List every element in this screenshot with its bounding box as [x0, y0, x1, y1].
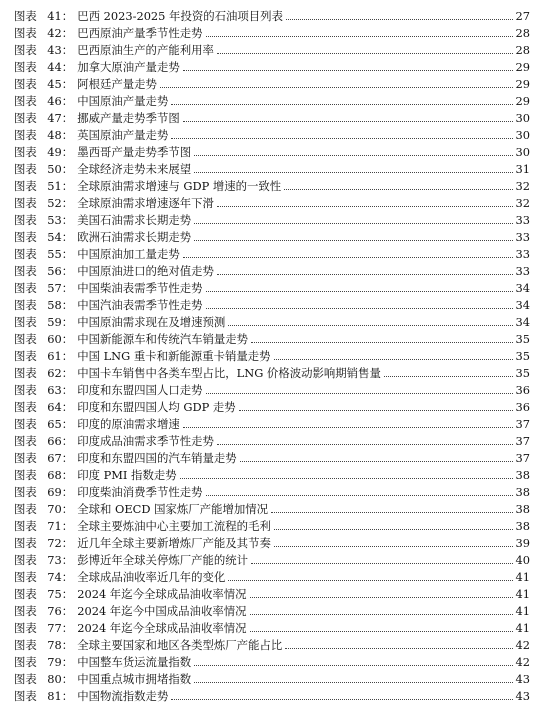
- page-number: 37: [515, 451, 530, 465]
- separator-colon: ：: [61, 247, 74, 261]
- dot-leader: [183, 70, 513, 71]
- figure-number: 44: [47, 60, 62, 74]
- toc-entry[interactable]: [14, 125, 530, 142]
- figure-number: 60: [47, 332, 62, 346]
- toc-entry[interactable]: [14, 652, 530, 669]
- dot-leader: [251, 563, 512, 564]
- page-number: 34: [515, 298, 530, 312]
- figure-title: 加拿大原油产量走势: [77, 60, 180, 74]
- toc-entry[interactable]: [14, 142, 530, 159]
- page-number: 38: [515, 502, 530, 516]
- toc-entry[interactable]: [14, 414, 530, 431]
- figure-label: 图表: [14, 587, 37, 601]
- dot-leader: [217, 444, 513, 445]
- separator-colon: ：: [61, 383, 74, 397]
- figure-number: 59: [47, 315, 62, 329]
- toc-entry[interactable]: [14, 380, 530, 397]
- page-number: 32: [515, 196, 530, 210]
- figure-number: 63: [47, 383, 62, 397]
- figure-number: 61: [47, 349, 62, 363]
- toc-entry[interactable]: [14, 23, 530, 40]
- figure-title: 彭博近年全球关停炼厂产能的统计: [77, 553, 249, 567]
- separator-colon: ：: [61, 366, 74, 380]
- toc-entry[interactable]: [14, 295, 530, 312]
- figure-title: 中国物流指数走势: [77, 689, 169, 703]
- separator-colon: ：: [61, 502, 74, 516]
- page-number: 38: [515, 519, 530, 533]
- separator-colon: ：: [61, 655, 74, 669]
- separator-colon: ：: [61, 434, 74, 448]
- separator-colon: ：: [61, 298, 74, 312]
- figure-number: 58: [47, 298, 62, 312]
- toc-entry[interactable]: [14, 397, 530, 414]
- dot-leader: [194, 665, 512, 666]
- page-number: 41: [515, 570, 530, 584]
- figure-title: 巴西 2023-2025 年投资的石油项目列表: [77, 9, 283, 23]
- figure-number: 45: [47, 77, 62, 91]
- toc-entry[interactable]: [14, 227, 530, 244]
- toc-entry[interactable]: [14, 431, 530, 448]
- page-number: 29: [515, 60, 530, 74]
- page-number: 28: [515, 26, 530, 40]
- separator-colon: ：: [61, 43, 74, 57]
- figure-number: 41: [47, 9, 62, 23]
- figure-title: 挪威产量走势季节图: [77, 111, 180, 125]
- figure-label: 图表: [14, 519, 37, 533]
- page-number: 37: [515, 417, 530, 431]
- separator-colon: ：: [61, 553, 74, 567]
- page-number: 41: [515, 621, 530, 635]
- toc-entry[interactable]: [14, 516, 530, 533]
- dot-leader: [274, 546, 513, 547]
- figure-number: 47: [47, 111, 62, 125]
- figure-title: 英国原油产量走势: [77, 128, 169, 142]
- toc-entry[interactable]: [14, 635, 530, 652]
- dot-leader: [274, 359, 513, 360]
- dot-leader: [194, 155, 512, 156]
- dot-leader: [183, 427, 513, 428]
- separator-colon: ：: [61, 604, 74, 618]
- page-number: 40: [515, 553, 530, 567]
- page-number: 32: [515, 179, 530, 193]
- figure-number: 49: [47, 145, 62, 159]
- dot-leader: [206, 495, 513, 496]
- toc-entry[interactable]: [14, 669, 530, 686]
- toc-entry[interactable]: [14, 329, 530, 346]
- figure-label: 图表: [14, 111, 37, 125]
- separator-colon: ：: [61, 587, 74, 601]
- figure-number: 56: [47, 264, 62, 278]
- separator-colon: ：: [61, 451, 74, 465]
- figure-number: 68: [47, 468, 62, 482]
- page-number: 35: [515, 366, 530, 380]
- figure-title: 阿根廷产量走势: [77, 77, 157, 91]
- figure-number: 72: [47, 536, 62, 550]
- separator-colon: ：: [61, 621, 74, 635]
- page-number: 33: [515, 230, 530, 244]
- figure-label: 图表: [14, 570, 37, 584]
- page-number: 29: [515, 94, 530, 108]
- toc-entry[interactable]: [14, 91, 530, 108]
- toc-entry[interactable]: [14, 686, 530, 703]
- separator-colon: ：: [61, 468, 74, 482]
- figure-label: 图表: [14, 128, 37, 142]
- figure-label: 图表: [14, 281, 37, 295]
- figure-title: 印度的原油需求增速: [77, 417, 180, 431]
- figure-title: 2024 年迄今全球成品油收率情况: [77, 621, 247, 635]
- separator-colon: ：: [61, 94, 74, 108]
- dot-leader: [206, 308, 513, 309]
- toc-entry[interactable]: [14, 159, 530, 176]
- toc-entry[interactable]: [14, 74, 530, 91]
- toc-entry[interactable]: [14, 6, 530, 23]
- toc-entry[interactable]: [14, 346, 530, 363]
- dot-leader: [206, 36, 513, 37]
- separator-colon: ：: [61, 145, 74, 159]
- figure-label: 图表: [14, 247, 37, 261]
- figure-label: 图表: [14, 689, 37, 703]
- dot-leader: [180, 478, 513, 479]
- toc-entry[interactable]: [14, 499, 530, 516]
- page-number: 41: [515, 587, 530, 601]
- figure-label: 图表: [14, 264, 37, 278]
- page-number: 30: [515, 145, 530, 159]
- figure-number: 77: [47, 621, 62, 635]
- page-number: 42: [515, 638, 530, 652]
- figure-number: 53: [47, 213, 62, 227]
- figure-label: 图表: [14, 332, 37, 346]
- page-number: 33: [515, 264, 530, 278]
- figure-label: 图表: [14, 26, 37, 40]
- toc-entry[interactable]: [14, 193, 530, 210]
- page-number: 33: [515, 247, 530, 261]
- toc-entry[interactable]: [14, 533, 530, 550]
- page-number: 38: [515, 485, 530, 499]
- figure-title: 中国汽油表需季节性走势: [77, 298, 203, 312]
- page-number: 27: [515, 9, 530, 23]
- separator-colon: ：: [61, 485, 74, 499]
- dot-leader: [160, 87, 513, 88]
- toc-entry[interactable]: [14, 244, 530, 261]
- separator-colon: ：: [61, 315, 74, 329]
- page-number: 30: [515, 128, 530, 142]
- toc-entry[interactable]: [14, 261, 530, 278]
- figure-label: 图表: [14, 485, 37, 499]
- figure-number: 78: [47, 638, 62, 652]
- page-number: 36: [515, 383, 530, 397]
- figure-title: 巴西原油生产的产能利用率: [77, 43, 214, 57]
- figure-label: 图表: [14, 468, 37, 482]
- separator-colon: ：: [61, 638, 74, 652]
- figure-number: 69: [47, 485, 62, 499]
- separator-colon: ：: [61, 570, 74, 584]
- page-number: 41: [515, 604, 530, 618]
- figure-number: 70: [47, 502, 62, 516]
- figure-label: 图表: [14, 604, 37, 618]
- separator-colon: ：: [61, 196, 74, 210]
- separator-colon: ：: [61, 519, 74, 533]
- figure-number: 42: [47, 26, 62, 40]
- figure-title: 2024 年迄今中国成品油收率情况: [77, 604, 247, 618]
- figure-label: 图表: [14, 60, 37, 74]
- separator-colon: ：: [61, 536, 74, 550]
- figure-title: 全球原油需求增速逐年下滑: [77, 196, 214, 210]
- separator-colon: ：: [61, 9, 74, 23]
- figure-title: 欧洲石油需求长期走势: [77, 230, 192, 244]
- figure-number: 65: [47, 417, 62, 431]
- toc-entry[interactable]: [14, 40, 530, 57]
- page-number: 34: [515, 281, 530, 295]
- figure-label: 图表: [14, 77, 37, 91]
- figure-title: 印度和东盟四国人均 GDP 走势: [77, 400, 236, 414]
- dot-leader: [228, 580, 512, 581]
- page-number: 37: [515, 434, 530, 448]
- figure-label: 图表: [14, 553, 37, 567]
- toc-entry[interactable]: [14, 57, 530, 74]
- figure-number: 74: [47, 570, 62, 584]
- figure-title: 全球主要国家和地区各类型炼厂产能占比: [77, 638, 283, 652]
- figure-title: 中国原油进口的绝对值走势: [77, 264, 214, 278]
- figure-label: 图表: [14, 434, 37, 448]
- dot-leader: [194, 172, 512, 173]
- page-number: 38: [515, 468, 530, 482]
- page-number: 28: [515, 43, 530, 57]
- figure-title: 美国石油需求长期走势: [77, 213, 192, 227]
- figure-number: 73: [47, 553, 62, 567]
- figure-label: 图表: [14, 298, 37, 312]
- page-number: 42: [515, 655, 530, 669]
- figure-label: 图表: [14, 451, 37, 465]
- figure-title: 墨西哥产量走势季节图: [77, 145, 192, 159]
- figure-label: 图表: [14, 213, 37, 227]
- figure-label: 图表: [14, 366, 37, 380]
- figure-number: 75: [47, 587, 62, 601]
- separator-colon: ：: [61, 417, 74, 431]
- dot-leader: [251, 342, 512, 343]
- dot-leader: [250, 597, 513, 598]
- figure-title: 印度成品油需求季节性走势: [77, 434, 214, 448]
- separator-colon: ：: [61, 179, 74, 193]
- toc-entry[interactable]: [14, 278, 530, 295]
- figure-label: 图表: [14, 417, 37, 431]
- figure-number: 64: [47, 400, 62, 414]
- figure-label: 图表: [14, 230, 37, 244]
- figure-number: 79: [47, 655, 62, 669]
- figure-number: 52: [47, 196, 62, 210]
- figure-label: 图表: [14, 315, 37, 329]
- figure-title: 印度和东盟四国的汽车销量走势: [77, 451, 237, 465]
- figure-label: 图表: [14, 162, 37, 176]
- figure-title: 全球经济走势未来展望: [77, 162, 192, 176]
- dot-leader: [217, 206, 513, 207]
- figure-label: 图表: [14, 655, 37, 669]
- toc-entry[interactable]: [14, 210, 530, 227]
- figure-label: 图表: [14, 638, 37, 652]
- dot-leader: [194, 682, 512, 683]
- dot-leader: [285, 648, 512, 649]
- separator-colon: ：: [61, 400, 74, 414]
- figure-title: 巴西原油产量季节性走势: [77, 26, 203, 40]
- dot-leader: [274, 529, 513, 530]
- toc-entry[interactable]: [14, 363, 530, 380]
- figure-number: 51: [47, 179, 62, 193]
- figure-label: 图表: [14, 196, 37, 210]
- toc-entry[interactable]: [14, 312, 530, 329]
- page-number: 33: [515, 213, 530, 227]
- figure-label: 图表: [14, 536, 37, 550]
- separator-colon: ：: [61, 162, 74, 176]
- figure-label: 图表: [14, 145, 37, 159]
- figure-number: 50: [47, 162, 62, 176]
- figure-title: 2024 年迄今全球成品油收率情况: [77, 587, 247, 601]
- separator-colon: ：: [61, 281, 74, 295]
- figure-title: 近几年全球主要新增炼厂产能及其节奏: [77, 536, 271, 550]
- separator-colon: ：: [61, 128, 74, 142]
- separator-colon: ：: [61, 349, 74, 363]
- figure-number: 57: [47, 281, 62, 295]
- figure-number: 81: [47, 689, 62, 703]
- dot-leader: [206, 291, 513, 292]
- dot-leader: [171, 699, 512, 700]
- page-number: 43: [515, 689, 530, 703]
- page-number: 35: [515, 349, 530, 363]
- dot-leader: [284, 189, 512, 190]
- figure-title: 中国原油加工量走势: [77, 247, 180, 261]
- page-number: 34: [515, 315, 530, 329]
- figure-label: 图表: [14, 383, 37, 397]
- dot-leader: [194, 240, 512, 241]
- dot-leader: [240, 461, 513, 462]
- figure-number: 76: [47, 604, 62, 618]
- separator-colon: ：: [61, 26, 74, 40]
- page-number: 43: [515, 672, 530, 686]
- dot-leader: [217, 53, 513, 54]
- figure-title: 全球主要炼油中心主要加工流程的毛利: [77, 519, 271, 533]
- figure-title: 印度柴油消费季节性走势: [77, 485, 203, 499]
- separator-colon: ：: [61, 60, 74, 74]
- separator-colon: ：: [61, 77, 74, 91]
- separator-colon: ：: [61, 230, 74, 244]
- dot-leader: [250, 614, 513, 615]
- dot-leader: [250, 631, 513, 632]
- dot-leader: [384, 376, 513, 377]
- dot-leader: [206, 393, 513, 394]
- figure-label: 图表: [14, 672, 37, 686]
- dot-leader: [183, 121, 513, 122]
- separator-colon: ：: [61, 332, 74, 346]
- dot-leader: [239, 410, 513, 411]
- figure-number: 62: [47, 366, 62, 380]
- figure-label: 图表: [14, 621, 37, 635]
- separator-colon: ：: [61, 672, 74, 686]
- figure-number: 43: [47, 43, 62, 57]
- page-number: 31: [515, 162, 530, 176]
- separator-colon: ：: [61, 213, 74, 227]
- separator-colon: ：: [61, 689, 74, 703]
- figure-label: 图表: [14, 9, 37, 23]
- figure-label: 图表: [14, 502, 37, 516]
- toc-entry[interactable]: [14, 108, 530, 125]
- figure-number: 48: [47, 128, 62, 142]
- figure-number: 66: [47, 434, 62, 448]
- figure-title: 印度和东盟四国人口走势: [77, 383, 203, 397]
- figure-label: 图表: [14, 349, 37, 363]
- toc-entry[interactable]: [14, 601, 530, 618]
- toc-entry[interactable]: [14, 550, 530, 567]
- dot-leader: [171, 138, 512, 139]
- dot-leader: [194, 223, 512, 224]
- figure-title: 中国新能源车和传统汽车销量走势: [77, 332, 249, 346]
- figure-number: 46: [47, 94, 62, 108]
- page-number: 35: [515, 332, 530, 346]
- figure-title: 中国整车货运流量指数: [77, 655, 192, 669]
- toc-entry[interactable]: [14, 618, 530, 635]
- figure-title: 中国柴油表需季节性走势: [77, 281, 203, 295]
- toc-entry[interactable]: [14, 448, 530, 465]
- figure-number: 80: [47, 672, 62, 686]
- figure-title: 中国重点城市拥堵指数: [77, 672, 192, 686]
- page-number: 29: [515, 77, 530, 91]
- dot-leader: [171, 104, 512, 105]
- figure-title: 中国原油产量走势: [77, 94, 169, 108]
- toc-entry[interactable]: [14, 567, 530, 584]
- dot-leader: [228, 325, 512, 326]
- figure-title: 中国卡车销售中各类车型占比，LNG 价格波动影响期销售量: [77, 366, 381, 380]
- page-number: 36: [515, 400, 530, 414]
- dot-leader: [286, 19, 513, 20]
- figure-label: 图表: [14, 43, 37, 57]
- dot-leader: [271, 512, 512, 513]
- separator-colon: ：: [61, 264, 74, 278]
- figure-title: 中国原油需求现在及增速预测: [77, 315, 226, 329]
- figure-number: 54: [47, 230, 62, 244]
- figure-number: 67: [47, 451, 62, 465]
- figure-title: 印度 PMI 指数走势: [77, 468, 177, 482]
- figure-label: 图表: [14, 179, 37, 193]
- figure-title: 全球成品油收率近几年的变化: [77, 570, 226, 584]
- figure-label: 图表: [14, 400, 37, 414]
- figure-number: 71: [47, 519, 62, 533]
- page-number: 39: [515, 536, 530, 550]
- toc-entry[interactable]: [14, 465, 530, 482]
- figure-title: 中国 LNG 重卡和新能源重卡销量走势: [77, 349, 271, 363]
- figure-title: 全球原油需求增速与 GDP 增速的一致性: [77, 179, 282, 193]
- dot-leader: [217, 274, 513, 275]
- dot-leader: [183, 257, 513, 258]
- page-number: 30: [515, 111, 530, 125]
- separator-colon: ：: [61, 111, 74, 125]
- figure-label: 图表: [14, 94, 37, 108]
- figure-number: 55: [47, 247, 62, 261]
- toc-entry[interactable]: [14, 176, 530, 193]
- toc-entry[interactable]: [14, 584, 530, 601]
- toc-entry[interactable]: [14, 482, 530, 499]
- figure-title: 全球和 OECD 国家炼厂产能增加情况: [77, 502, 269, 516]
